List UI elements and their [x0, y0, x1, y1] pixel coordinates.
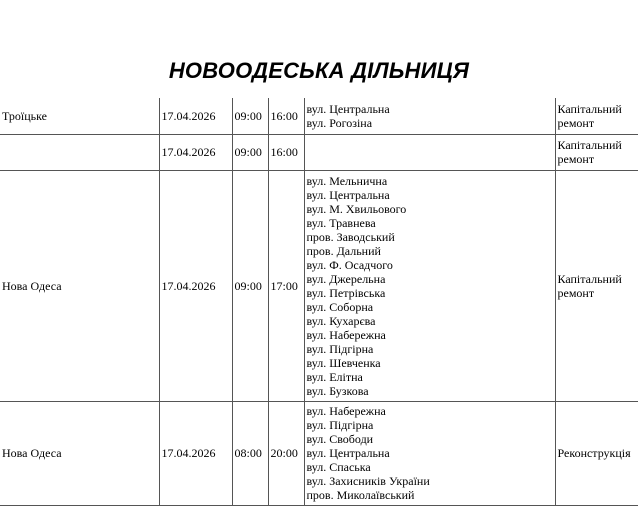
settlement-cell: Троїцьке: [0, 98, 159, 134]
street-item: вул. Свободи: [306, 432, 374, 446]
work-type-label: Капітальний ремонт: [557, 138, 622, 166]
street-item: пров. Миколаївський: [306, 488, 415, 502]
table-row: [0, 134, 638, 170]
street-item: вул. Підгірна: [306, 341, 374, 356]
start-time-cell: 09:00: [232, 170, 268, 401]
end-time-cell: 16:00: [268, 134, 304, 170]
table-row: [0, 401, 638, 505]
work-type-cell: [555, 134, 638, 170]
street-item: вул. Центральна: [306, 101, 390, 116]
street-item: вул. Петрівська: [306, 285, 386, 300]
streets-cell: [304, 170, 555, 401]
start-time-cell: 08:00: [232, 401, 268, 505]
street-item: вул. М. Хвильового: [306, 201, 407, 216]
work-type-cell: [555, 98, 638, 134]
end-time-cell: 20:00: [268, 401, 304, 505]
streets-cell: [304, 401, 555, 505]
street-item: вул. Спаська: [306, 460, 371, 474]
street-item: вул. Рогозіна: [306, 115, 373, 130]
start-time-cell: 09:00: [232, 98, 268, 134]
street-item: вул. Підгірна: [306, 418, 374, 432]
date-cell: 17.04.2026: [159, 98, 232, 134]
outage-schedule-table: [0, 98, 638, 506]
work-type-label: Реконструкція: [557, 446, 631, 460]
street-item: вул. Захисників України: [306, 474, 430, 488]
page-title: НОВООДЕСЬКА ДІЛЬНИЦЯ: [168, 58, 470, 83]
street-item: пров. Заводський: [306, 229, 395, 244]
street-item: вул. Мельнична: [306, 173, 388, 188]
streets-cell: [304, 134, 555, 170]
street-item: вул. Джерельна: [306, 271, 386, 286]
street-item: пров. Дальний: [306, 243, 381, 258]
work-type-label: Капітальний ремонт: [557, 101, 622, 130]
streets-cell: [304, 98, 555, 134]
date-cell: 17.04.2026: [159, 134, 232, 170]
settlement-cell: [0, 134, 159, 170]
date-cell: 17.04.2026: [159, 401, 232, 505]
settlement-cell: Нова Одеса: [0, 401, 159, 505]
work-type-label: Капітальний ремонт: [557, 271, 622, 300]
date-cell: 17.04.2026: [159, 170, 232, 401]
street-item: вул. Бузкова: [306, 383, 369, 398]
end-time-cell: 16:00: [268, 98, 304, 134]
street-item: вул. Елітна: [306, 369, 363, 384]
street-item: вул. Травнева: [306, 215, 376, 230]
street-item: вул. Шевченка: [306, 355, 381, 370]
table-row: [0, 170, 638, 401]
end-time-cell: 17:00: [268, 170, 304, 401]
street-item: вул. Набережна: [306, 404, 386, 418]
street-item: вул. Центральна: [306, 446, 390, 460]
street-item: вул. Набережна: [306, 327, 386, 342]
work-type-cell: [555, 401, 638, 505]
settlement-cell: Нова Одеса: [0, 170, 159, 401]
table-row: [0, 98, 638, 134]
work-type-cell: [555, 170, 638, 401]
street-item: вул. Ф. Осадчого: [306, 257, 393, 272]
street-item: вул. Кухарєва: [306, 313, 376, 328]
start-time-cell: 09:00: [232, 134, 268, 170]
street-item: вул. Соборна: [306, 299, 374, 314]
street-item: вул. Центральна: [306, 187, 390, 202]
